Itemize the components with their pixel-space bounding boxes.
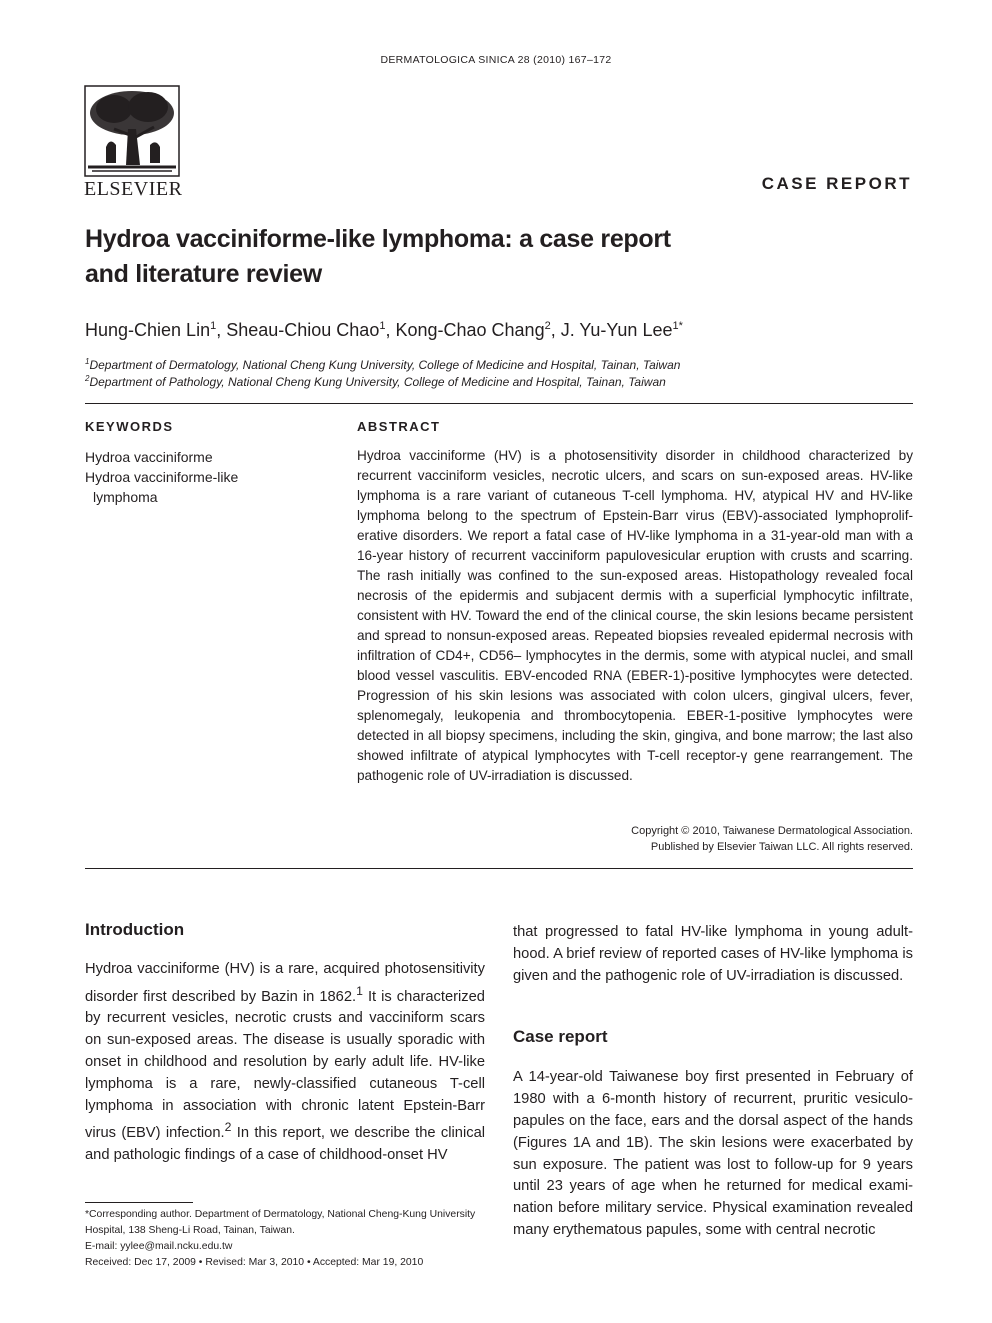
text-run: In this report, we describe the clinical and pathologic findings of a case of childhood-onset HV bbox=[85, 1125, 485, 1164]
affiliation-text: Department of Pathology, National Cheng Kung University, College of Medicine and Hospital, Tainan, Taiwan bbox=[89, 375, 666, 389]
keywords-heading: KEYWORDS bbox=[85, 419, 174, 434]
author-affiliation-mark: 1* bbox=[672, 320, 683, 332]
section-tag: CASE REPORT bbox=[761, 174, 912, 193]
author-affiliation-mark: 1 bbox=[379, 320, 386, 332]
journal-reference: DERMATOLOGICA SINICA 28 (2010) 167–172 bbox=[380, 54, 612, 66]
author-name: Sheau-Chiou Chao bbox=[226, 320, 380, 340]
article-dates: Received: Dec 17, 2009 • Revised: Mar 3, 2010 • Accepted: Mar 19, 2010 bbox=[85, 1257, 424, 1268]
affiliation-mark: 2 bbox=[85, 374, 90, 383]
abstract-heading: ABSTRACT bbox=[357, 419, 441, 434]
section-heading-case-report: Case report bbox=[513, 1027, 608, 1047]
author-name: Hung-Chien Lin bbox=[85, 320, 211, 340]
divider bbox=[85, 403, 913, 404]
author-list bbox=[85, 320, 683, 341]
introduction-continued: that progressed to fatal HV-like lymphoma in young adulthood. A brief review of reported cases of HV-like lymphoma is given and the pathogenic role of UV-irradiation is discussed. bbox=[513, 924, 913, 984]
affiliation-text: Department of Dermatology, National Cheng Kung University, College of Medicine and Hospital, Tainan, Taiwan bbox=[89, 358, 681, 372]
publisher-logo bbox=[84, 85, 183, 201]
title-line-1: Hydroa vacciniforme-like lymphoma: a case report bbox=[85, 225, 671, 253]
copyright-line: Copyright © 2010, Taiwanese Dermatological Association. bbox=[631, 825, 913, 837]
keyword-item: Hydroa vacciniforme-like bbox=[85, 469, 239, 485]
author-name: J. Yu-Yun Lee bbox=[560, 320, 673, 340]
footnote bbox=[85, 1207, 485, 1271]
author-separator: , bbox=[385, 320, 396, 340]
copyright-notice bbox=[631, 824, 913, 855]
case-report-paragraph: A 14-year-old Taiwanese boy first presented in February of 1980 with a 6-month history of recurrent, pruritic vesiculopapules on the face, ears and the dorsal aspect of the hands (Figures 1A and 1B). The skin lesions were exacerbated by sun exposure. The patient was lost to follow-up for 9 years until 23 years of age when he returned for medical examination before military service. Physical examination revealed many erythematous papules, some with central necrotic bbox=[513, 1069, 913, 1238]
publisher-name: ELSEVIER bbox=[84, 178, 183, 200]
corresponding-author: *Corresponding author. Department of Dermatology, National Cheng-Kung University Hospital, 138 Sheng-Li Road, Tainan, Taiwan. bbox=[85, 1209, 476, 1236]
email-link[interactable]: E-mail: yylee@mail.ncku.edu.tw bbox=[85, 1241, 233, 1252]
section-heading-introduction: Introduction bbox=[85, 920, 185, 939]
left-column bbox=[85, 920, 485, 1167]
keyword-item-continued: lymphoma bbox=[93, 489, 158, 505]
citation-link[interactable]: 2 bbox=[224, 1120, 232, 1135]
text-run: Hydroa vacciniforme (HV) is a rare, acquired photosensitivity disorder first described by Bazin in 1862. bbox=[85, 961, 485, 1005]
author-affiliation-mark: 1 bbox=[210, 320, 217, 332]
abstract-text: Hydroa vacciniforme (HV) is a photosensitivity disorder in childhood characterized by recurrent vacciniform vesicles, necrotic ulcers, and scars on sun-exposed areas. HV-like lymphoma is a rare variant of cutaneous T-cell lymphoma. HV, atypical HV and HV-like lymphoma belong to the spectrum of Epstein-Barr virus (EBV)-associated lymphoproliferative disorders. We report a fatal case of HV-like lymphoma in a 31-year-old man with a 16-year history of recurrent vacciniform papulovesicular eruption with crusts and scarring. The rash initially was confined to the sun-exposed areas. Histopathology revealed focal necrosis of the epidermis and subjacent dermis with a superficial lymphocytic infiltrate, consistent with HV. Toward the end of the clinical course, the skin lesions became persistent and spread to nonsun-exposed areas. Repeated biopsies revealed epidermal necrosis with infiltration of CD4+, CD56– lymphocytes in the dermis, some with atypical nuclei, and small blood vessel vasculitis. EBV-encoded RNA (EBER-1)-positive lymphocytes were detected. Progression of his skin lesions was associated with colon ulcers, gingival ulcers, fever, splenomegaly, leukopenia and thrombocytopenia. EBER-1-positive lymphocytes were detected in all biopsy specimens, including the skin, gingiva, and bone marrow; the last also showed infiltrate of atypical lymphocytes with T-cell receptor-γ gene rearrangement. The pathogenic role of UV-irradiation is discussed. bbox=[357, 448, 913, 783]
affiliation-mark: 1 bbox=[85, 357, 90, 366]
affiliation bbox=[85, 374, 666, 389]
text-run: It is characterized by recurrent vesicles, necrotic crusts and vacciniform scars on sun-exposed areas. The disease is usually sporadic with onset in childhood and resolution by early adult life. HV-like lymphoma is a rare, newly-classified cutaneous T-cell lymphoma in association with chronic latent Epstein-Barr virus (EBV) infection. bbox=[85, 988, 485, 1142]
citation-link[interactable]: 1 bbox=[356, 983, 363, 998]
affiliation bbox=[85, 357, 680, 372]
divider bbox=[85, 868, 913, 869]
title-line-2: and literature review bbox=[85, 260, 322, 288]
author-affiliation-mark: 2 bbox=[544, 320, 551, 332]
author-separator: , bbox=[216, 320, 227, 340]
right-column bbox=[513, 922, 913, 1242]
keywords-list bbox=[85, 447, 238, 507]
elsevier-tree-icon bbox=[84, 85, 180, 177]
keyword-item: Hydroa vacciniforme bbox=[85, 449, 213, 465]
author-separator: , bbox=[550, 320, 561, 340]
introduction-paragraph bbox=[85, 959, 485, 1167]
footnote-divider bbox=[85, 1202, 193, 1203]
article-title bbox=[85, 222, 725, 292]
copyright-line: Published by Elsevier Taiwan LLC. All rights reserved. bbox=[650, 840, 913, 853]
author-name: Kong-Chao Chang bbox=[395, 320, 545, 340]
